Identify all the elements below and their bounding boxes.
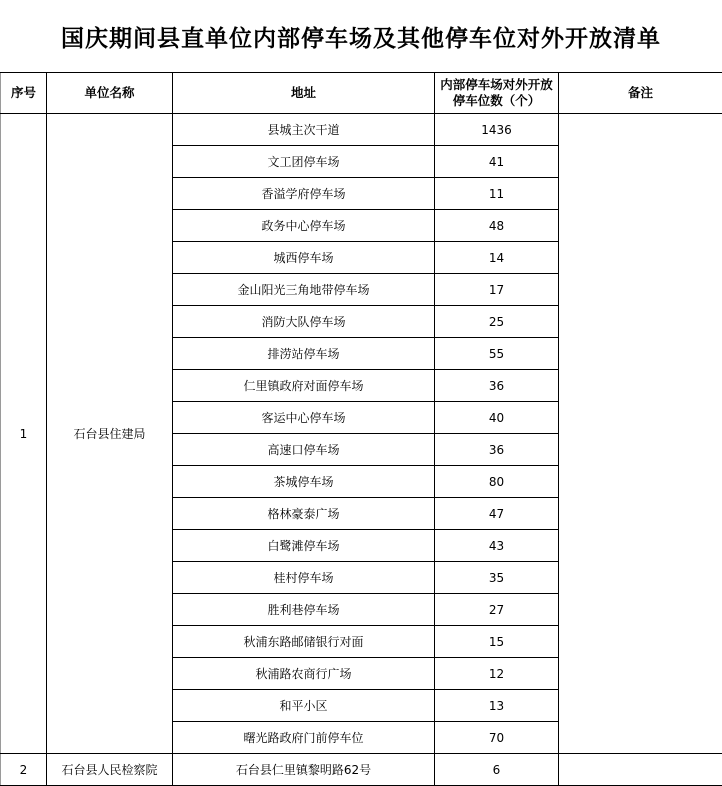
header-address: 地址 (173, 73, 435, 114)
address-cell: 石台县仁里镇黎明路62号 (173, 754, 435, 786)
count-cell: 13 (435, 690, 559, 722)
address-cell: 茶城停车场 (173, 466, 435, 498)
count-cell: 80 (435, 466, 559, 498)
note-cell (559, 754, 722, 786)
count-cell: 35 (435, 562, 559, 594)
count-cell: 55 (435, 338, 559, 370)
address-cell: 仁里镇政府对面停车场 (173, 370, 435, 402)
header-seq: 序号 (1, 73, 47, 114)
seq-cell: 2 (1, 754, 47, 786)
count-cell: 36 (435, 434, 559, 466)
parking-table (0, 72, 722, 786)
header-row (1, 73, 722, 114)
count-cell: 70 (435, 722, 559, 754)
address-cell: 县城主次干道 (173, 114, 435, 146)
address-cell: 格林豪泰广场 (173, 498, 435, 530)
count-cell: 48 (435, 210, 559, 242)
count-cell: 15 (435, 626, 559, 658)
address-cell: 曙光路政府门前停车位 (173, 722, 435, 754)
address-cell: 桂村停车场 (173, 562, 435, 594)
note-cell (559, 114, 722, 754)
address-cell: 政务中心停车场 (173, 210, 435, 242)
header-note: 备注 (559, 73, 722, 114)
count-cell: 40 (435, 402, 559, 434)
address-cell: 高速口停车场 (173, 434, 435, 466)
address-cell: 白鹭滩停车场 (173, 530, 435, 562)
table-row (1, 754, 722, 786)
address-cell: 和平小区 (173, 690, 435, 722)
count-cell: 11 (435, 178, 559, 210)
table-row (1, 114, 722, 146)
count-cell: 14 (435, 242, 559, 274)
address-cell: 消防大队停车场 (173, 306, 435, 338)
count-cell: 25 (435, 306, 559, 338)
count-cell: 43 (435, 530, 559, 562)
count-cell: 27 (435, 594, 559, 626)
count-cell: 6 (435, 754, 559, 786)
address-cell: 金山阳光三角地带停车场 (173, 274, 435, 306)
address-cell: 香溢学府停车场 (173, 178, 435, 210)
page-title: 国庆期间县直单位内部停车场及其他停车位对外开放清单 (0, 0, 722, 72)
address-cell: 文工团停车场 (173, 146, 435, 178)
address-cell: 秋浦东路邮储银行对面 (173, 626, 435, 658)
table-body (1, 114, 722, 786)
unit-cell: 石台县住建局 (47, 114, 173, 754)
count-cell: 12 (435, 658, 559, 690)
count-cell: 17 (435, 274, 559, 306)
address-cell: 秋浦路农商行广场 (173, 658, 435, 690)
seq-cell: 1 (1, 114, 47, 754)
header-count: 内部停车场对外开放停车位数（个） (435, 73, 559, 114)
address-cell: 胜利巷停车场 (173, 594, 435, 626)
header-unit: 单位名称 (47, 73, 173, 114)
address-cell: 排涝站停车场 (173, 338, 435, 370)
unit-cell: 石台县人民检察院 (47, 754, 173, 786)
count-cell: 41 (435, 146, 559, 178)
address-cell: 城西停车场 (173, 242, 435, 274)
count-cell: 36 (435, 370, 559, 402)
address-cell: 客运中心停车场 (173, 402, 435, 434)
count-cell: 1436 (435, 114, 559, 146)
count-cell: 47 (435, 498, 559, 530)
